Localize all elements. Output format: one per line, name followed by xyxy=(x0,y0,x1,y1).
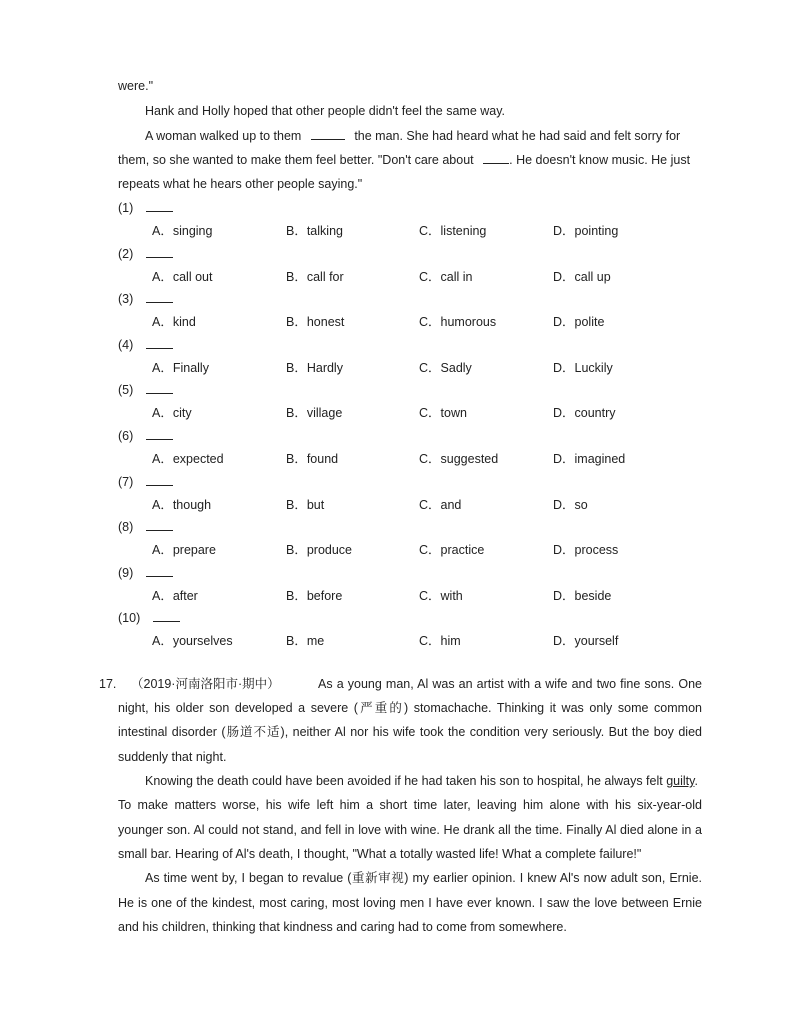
question-number-row xyxy=(0,474,794,494)
option-a: A．city xyxy=(152,406,192,420)
option-row xyxy=(0,314,794,334)
option-a: A．after xyxy=(152,589,198,603)
underlined-word: guilty xyxy=(666,774,695,788)
passage-line xyxy=(118,151,702,168)
option-b: B．before xyxy=(286,589,343,603)
option-row xyxy=(0,223,794,243)
question-source: （2019·河南洛阳市·期中） xyxy=(131,677,280,691)
passage-line xyxy=(145,127,702,144)
passage-text: them, so she wanted to make them feel better. "Don't care about xyxy=(118,153,474,167)
option-c: C．Sadly xyxy=(419,361,472,375)
option-d: D．imagined xyxy=(553,452,626,466)
passage-line xyxy=(145,773,702,789)
answer-blank xyxy=(146,211,173,212)
option-c: C．suggested xyxy=(419,452,499,466)
question-number-row xyxy=(0,428,794,448)
answer-blank xyxy=(146,485,173,486)
answer-blank xyxy=(146,576,173,577)
passage-line: and his children, thinking that kindness and caring had to come from somewhere. xyxy=(118,920,567,934)
question-number: (9) xyxy=(118,566,134,580)
option-c: C．call in xyxy=(419,270,473,284)
question-number: (7) xyxy=(118,475,134,489)
answer-blank xyxy=(153,621,180,622)
option-d: D．process xyxy=(553,543,619,557)
option-b: B．village xyxy=(286,406,343,420)
option-a: A．expected xyxy=(152,452,224,466)
option-d: D．yourself xyxy=(553,634,619,648)
passage-text: the man. She had heard what he had said and felt sorry for xyxy=(354,129,681,143)
question-number: (8) xyxy=(118,520,134,534)
option-b: B．but xyxy=(286,498,325,512)
answer-blank xyxy=(146,302,173,303)
question-number: 17. xyxy=(99,677,117,691)
option-c: C．with xyxy=(419,589,463,603)
passage-line: He is one of the kindest, most caring, most loving men I have ever known. I saw the love between Ernie xyxy=(118,896,702,910)
answer-blank xyxy=(146,257,173,258)
option-d: D．so xyxy=(553,498,588,512)
question-number: (5) xyxy=(118,383,134,397)
question-number-row xyxy=(0,382,794,402)
option-a: A．Finally xyxy=(152,361,209,375)
option-row xyxy=(0,360,794,380)
answer-blank xyxy=(146,393,173,394)
passage-line: were." xyxy=(118,79,154,93)
option-a: A．call out xyxy=(152,270,213,284)
option-d: D．country xyxy=(553,406,616,420)
question-number-row xyxy=(0,200,794,220)
answer-blank xyxy=(483,151,509,164)
passage-line: small bar. Hearing of Al's death, I thought, "What a totally wasted life! What a complete failure!" xyxy=(118,847,642,861)
option-b: B．produce xyxy=(286,543,353,557)
question-number: (1) xyxy=(118,201,134,215)
question-number-row xyxy=(0,246,794,266)
option-d: D．polite xyxy=(553,315,605,329)
passage-line: repeats what he hears other people saying." xyxy=(118,177,363,191)
passage-line: As a young man, Al was an artist with a wife and two fine sons. One xyxy=(318,677,702,691)
option-c: C．and xyxy=(419,498,462,512)
option-d: D．call up xyxy=(553,270,611,284)
option-a: A．prepare xyxy=(152,543,216,557)
passage-line: night, his older son developed a severe (严重的) stomachache. Thinking it was only some common xyxy=(118,701,702,715)
option-a: A．though xyxy=(152,498,212,512)
option-c: C．him xyxy=(419,634,461,648)
option-row xyxy=(0,405,794,425)
question-number-row xyxy=(0,610,794,630)
option-row xyxy=(0,542,794,562)
passage-line: To make matters worse, his wife left him a short time later, leaving him alone with his six-year-old xyxy=(118,798,702,812)
option-row xyxy=(0,633,794,653)
option-c: C．humorous xyxy=(419,315,497,329)
answer-blank xyxy=(146,439,173,440)
question-number: (6) xyxy=(118,429,134,443)
option-d: D．beside xyxy=(553,589,612,603)
question-number: (3) xyxy=(118,292,134,306)
option-c: C．practice xyxy=(419,543,485,557)
option-b: B．honest xyxy=(286,315,345,329)
passage-line: intestinal disorder (肠道不适), neither Al nor his wife took the condition very seriously. But the boy died xyxy=(118,725,702,739)
option-row xyxy=(0,269,794,289)
passage-line: Hank and Holly hoped that other people didn't feel the same way. xyxy=(145,104,506,118)
passage-text: . He doesn't know music. He just xyxy=(509,153,691,167)
option-b: B．talking xyxy=(286,224,343,238)
question-number-row xyxy=(0,519,794,539)
option-row xyxy=(0,451,794,471)
option-a: A．singing xyxy=(152,224,213,238)
question-number-row xyxy=(0,291,794,311)
option-row xyxy=(0,588,794,608)
option-a: A．yourselves xyxy=(152,634,233,648)
passage-text: A woman walked up to them xyxy=(145,129,302,143)
option-c: C．listening xyxy=(419,224,487,238)
option-d: D．pointing xyxy=(553,224,619,238)
passage-line: younger son. Al could not stand, and fell in love with wine. He drank all the time. Finally Al died alone in a xyxy=(118,823,702,837)
answer-blank xyxy=(146,530,173,531)
passage-text: . xyxy=(694,774,698,788)
answer-blank xyxy=(311,127,345,140)
question-number-row xyxy=(0,565,794,585)
option-c: C．town xyxy=(419,406,467,420)
option-b: B．call for xyxy=(286,270,344,284)
option-a: A．kind xyxy=(152,315,196,329)
answer-blank xyxy=(146,348,173,349)
question-number-row xyxy=(0,337,794,357)
question-number: (2) xyxy=(118,247,134,261)
option-row xyxy=(0,497,794,517)
option-b: B．found xyxy=(286,452,339,466)
option-b: B．Hardly xyxy=(286,361,343,375)
passage-line: As time went by, I began to revalue (重新审视) my earlier opinion. I knew Al's now adult son, Ernie. xyxy=(145,871,702,885)
option-b: B．me xyxy=(286,634,325,648)
question-number: (10) xyxy=(118,611,141,625)
passage-line: suddenly that night. xyxy=(118,750,227,764)
option-d: D．Luckily xyxy=(553,361,613,375)
passage-text: Knowing the death could have been avoided if he had taken his son to hospital, he always felt xyxy=(145,774,663,788)
question-number: (4) xyxy=(118,338,134,352)
